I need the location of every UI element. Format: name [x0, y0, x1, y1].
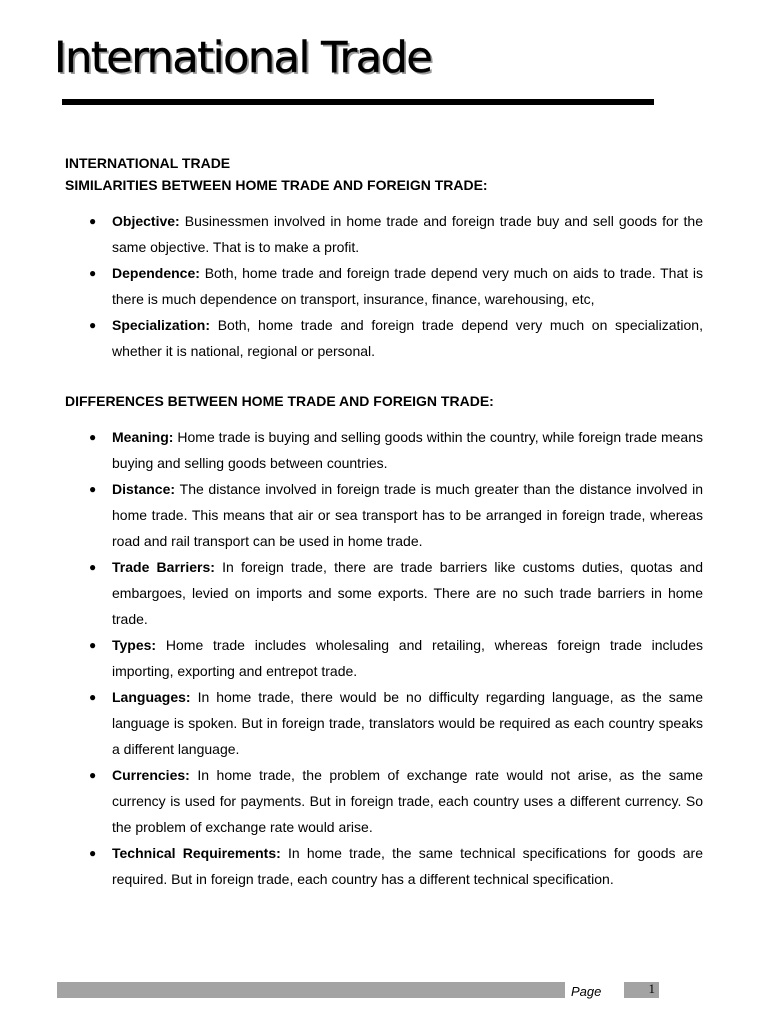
list-item-trade-barriers [65, 554, 703, 632]
item-text: Both, home trade and foreign trade depend very much on specialization, whether it is national, regional or personal. [112, 317, 703, 359]
item-term: Distance: [112, 481, 176, 497]
bullet-icon: ● [89, 560, 97, 574]
intro-heading: INTERNATIONAL TRADE [65, 155, 231, 171]
item-text: In foreign trade, there are trade barriers like customs duties, quotas and embargoes, levied on imports and some exports. There are no such trade barriers in home trade. [112, 559, 704, 627]
item-text: Home trade includes wholesaling and retailing, whereas foreign trade includes importing, exporting and entrepot trade. [112, 637, 704, 679]
differences-list [65, 424, 703, 892]
footer-page-label: Page [571, 984, 602, 999]
bullet-icon: ● [89, 846, 97, 860]
list-item-languages [65, 684, 703, 762]
list-item-currencies [65, 762, 703, 840]
item-term: Meaning: [112, 429, 174, 445]
footer-bar [57, 982, 565, 998]
page-number: 1 [648, 981, 655, 996]
item-term: Trade Barriers: [112, 559, 215, 575]
differences-heading: DIFFERENCES BETWEEN HOME TRADE AND FOREIGN TRADE: [65, 393, 494, 409]
item-term: Types: [112, 637, 157, 653]
item-term: Technical Requirements: [112, 845, 281, 861]
bullet-icon: ● [89, 318, 97, 332]
item-text: In home trade, the problem of exchange rate would not arise, as the same currency is used for payments. But in foreign trade, each country uses a different currency. So the problem of exchange rate would arise. [112, 767, 703, 835]
list-item-specialization [65, 312, 703, 364]
document-body [65, 152, 703, 892]
list-item-technical-requirements [65, 840, 703, 892]
list-item-dependence [65, 260, 703, 312]
document-title: International Trade [54, 33, 432, 83]
item-term: Objective: [112, 213, 180, 229]
bullet-icon: ● [89, 214, 97, 228]
list-item-types [65, 632, 703, 684]
item-term: Dependence: [112, 265, 200, 281]
item-term: Languages: [112, 689, 191, 705]
similarities-heading: SIMILARITIES BETWEEN HOME TRADE AND FOREIGN TRADE: [65, 177, 488, 193]
section-spacer [65, 364, 703, 390]
list-item-objective [65, 208, 703, 260]
item-text: In home trade, the same technical specifications for goods are required. But in foreign trade, each country has a different technical specification. [112, 845, 703, 887]
item-text: Both, home trade and foreign trade depend very much on aids to trade. That is there is much dependence on transport, insurance, finance, warehousing, etc, [112, 265, 704, 307]
bullet-icon: ● [89, 482, 97, 496]
item-text: Businessmen involved in home trade and foreign trade buy and sell goods for the same objective. That is to make a profit. [112, 213, 704, 255]
bullet-icon: ● [89, 430, 97, 444]
bullet-icon: ● [89, 768, 97, 782]
similarities-list [65, 208, 703, 364]
list-item-meaning [65, 424, 703, 476]
item-text: Home trade is buying and selling goods within the country, while foreign trade means buying and selling goods between countries. [112, 429, 703, 471]
bullet-icon: ● [89, 266, 97, 280]
footer-page-number-box [624, 982, 659, 998]
list-item-distance [65, 476, 703, 554]
bullet-icon: ● [89, 690, 97, 704]
bullet-icon: ● [89, 638, 97, 652]
item-term: Currencies: [112, 767, 190, 783]
item-text: In home trade, there would be no difficulty regarding language, as the same language is spoken. But in foreign trade, translators would be required as each country speaks a different language. [112, 689, 704, 757]
title-underline-rule [62, 99, 654, 105]
item-text: The distance involved in foreign trade is much greater than the distance involved in home trade. This means that air or sea transport has to be arranged in foreign trade, whereas road and rail transport can be used in home trade. [112, 481, 703, 549]
item-term: Specialization: [112, 317, 211, 333]
